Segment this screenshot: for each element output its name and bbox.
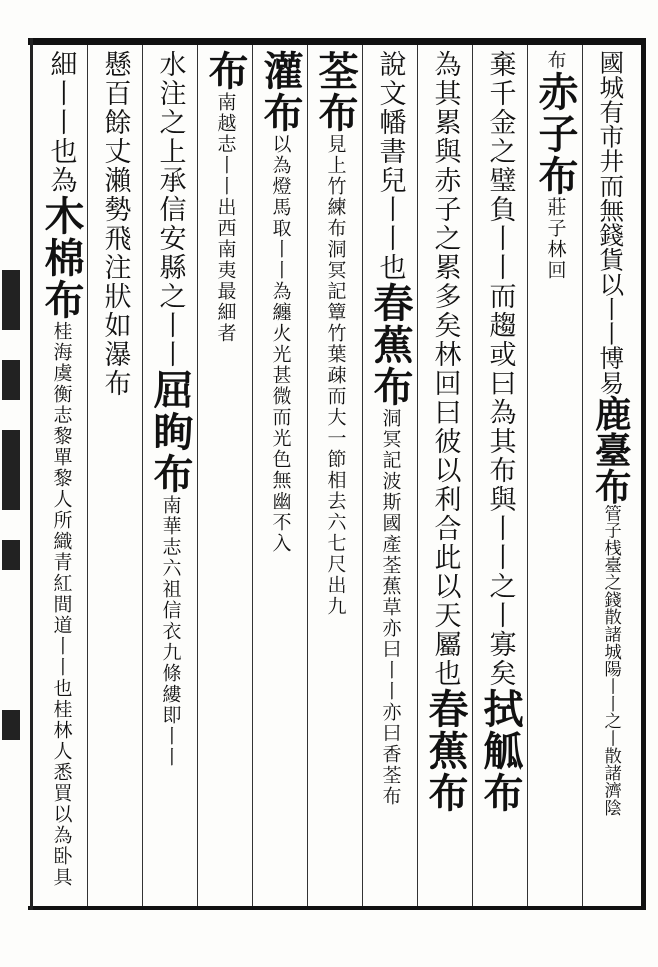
text-run: 細丨丨也為 <box>45 50 77 195</box>
text-run: 為其累與赤子之累多矣林回曰彼以利合此以天屬也 <box>429 50 461 688</box>
entry-heading: 拭觚布 <box>477 688 524 814</box>
entry-heading: 荃布 <box>312 50 359 134</box>
column-divider <box>582 45 583 906</box>
binding-margin <box>0 230 24 750</box>
annotation-run: 南越志丨丨出西南夷最細者 <box>214 92 237 344</box>
column-divider <box>197 45 198 906</box>
annotation-run: 南華志六祖信衣九條縷即丨丨 <box>159 495 182 768</box>
text-column-9 <box>145 50 195 906</box>
right-border-rule <box>641 38 646 910</box>
text-column-6 <box>310 50 360 906</box>
margin-mark <box>2 710 20 740</box>
column-divider <box>142 45 143 906</box>
annotation-run: 以為燈馬取丨丨為纏火光甚微而光色無幽不入 <box>269 134 292 554</box>
top-border-rule <box>28 38 645 45</box>
text-run: 棄千金之璧負丨丨而趨或曰為其布與丨丨之丨寡矣 <box>484 50 516 688</box>
margin-mark <box>2 270 20 330</box>
text-column-10 <box>90 50 140 906</box>
text-run: 國城有市井而無錢貨以丨丨博易 <box>596 50 626 395</box>
text-column-1 <box>585 50 635 906</box>
column-divider <box>417 45 418 906</box>
annotation-run: 布 <box>544 50 567 71</box>
text-column-11 <box>36 50 86 906</box>
entry-heading: 春蕉布 <box>422 688 469 814</box>
text-run: 懸百餘丈瀨勢飛注狀如瀑布 <box>99 50 131 398</box>
entry-heading: 春蕉布 <box>367 282 414 408</box>
annotation-run: 管子桟臺之錢散諸城陽丨丨之丨散諸濟陰 <box>600 504 621 817</box>
text-column-5 <box>365 50 415 906</box>
text-column-8 <box>200 50 250 906</box>
text-column-2 <box>530 50 580 906</box>
annotation-run: 見上竹練布洞冥記簟竹葉疎而大一節相去六七尺出九 <box>324 134 347 617</box>
text-run: 水注之上承信安縣之丨丨 <box>154 50 186 369</box>
entry-heading: 鹿臺布 <box>589 394 633 505</box>
annotation-run: 洞冥記波斯國產荃蕉草亦曰丨丨亦曰香荃布 <box>379 408 402 807</box>
entry-heading: 赤子布 <box>532 71 579 197</box>
margin-mark <box>2 540 20 570</box>
left-border-rule <box>30 38 33 910</box>
text-column-7 <box>255 50 305 906</box>
text-column-3 <box>475 50 525 906</box>
column-divider <box>307 45 308 906</box>
text-run: 說文幡書兒丨丨也 <box>374 50 406 282</box>
entry-heading: 布 <box>202 50 249 92</box>
entry-heading: 灌布 <box>257 50 304 134</box>
annotation-run: 桂海虞衡志黎單黎人所織青紅間道丨丨也桂林人悉買以為卧具 <box>50 321 73 888</box>
bottom-border-rule <box>28 906 645 910</box>
entry-heading: 木棉布 <box>38 195 85 321</box>
annotation-run: 莊子林回 <box>544 197 567 281</box>
column-divider <box>527 45 528 906</box>
column-divider <box>362 45 363 906</box>
margin-mark <box>2 360 20 400</box>
column-divider <box>87 45 88 906</box>
entry-heading: 屈眴布 <box>147 369 194 495</box>
column-divider <box>472 45 473 906</box>
column-divider <box>252 45 253 906</box>
margin-mark <box>2 430 20 510</box>
text-column-4 <box>420 50 470 906</box>
